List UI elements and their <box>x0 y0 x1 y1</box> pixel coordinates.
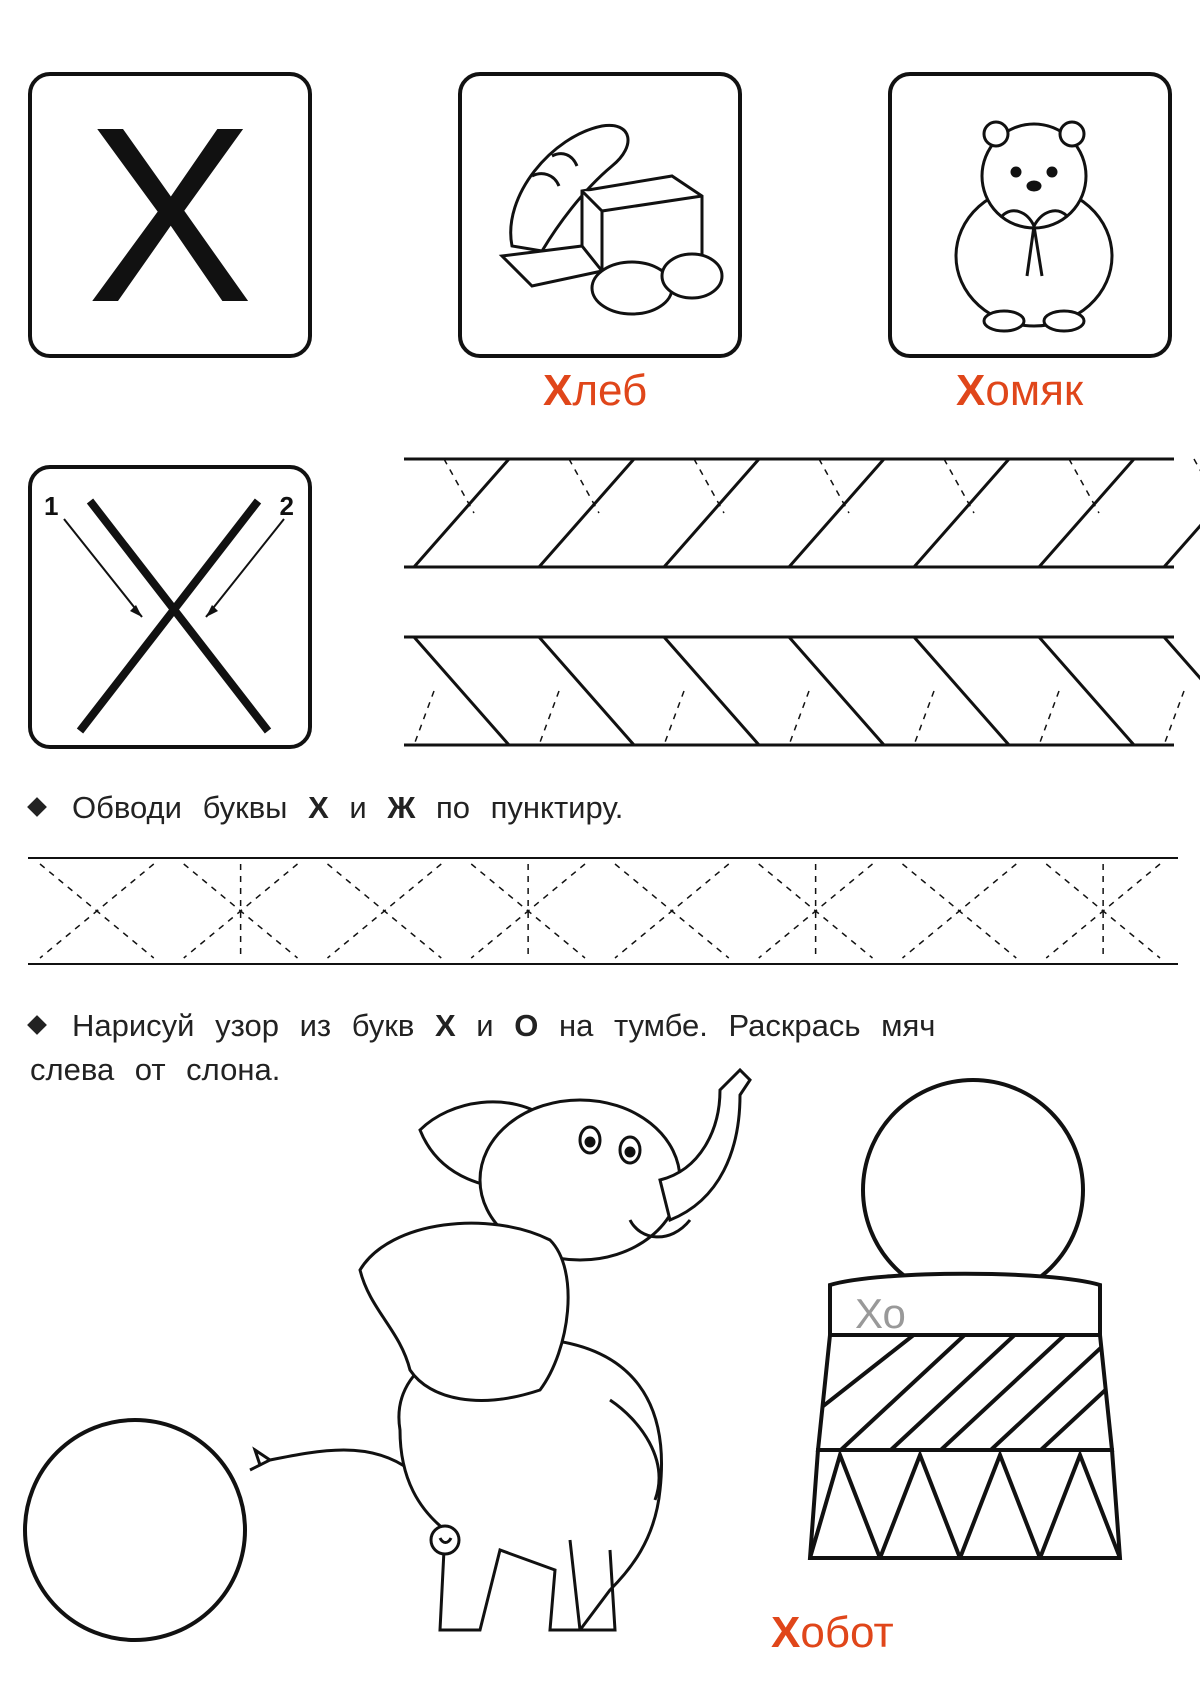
trace-solid-line <box>914 459 1009 567</box>
trace-dashed-line <box>1039 691 1059 745</box>
stroke-order-diagram <box>32 469 316 753</box>
word-hamster <box>956 366 1083 416</box>
instruction-2-line2: слева от слона. <box>30 1052 281 1087</box>
trace-solid-line <box>1039 459 1134 567</box>
trace-band-x <box>28 856 1178 966</box>
trace-dashed-line <box>1164 691 1184 745</box>
pedestal-sample-text: Хо <box>855 1290 906 1337</box>
word-bread-first: Х <box>543 366 573 415</box>
ball-left-icon[interactable] <box>20 1415 250 1645</box>
letter-card-letter: Х <box>86 75 254 354</box>
letter-card <box>28 72 312 358</box>
trace-solid-line <box>539 637 634 745</box>
trace-dashed-line <box>914 691 934 745</box>
trace-dashed-line <box>444 459 474 513</box>
instruction-2-post: на тумбе. Раскрась мяч <box>558 1008 936 1043</box>
stroke-step-1: 1 <box>44 491 59 521</box>
instruction-1 <box>30 790 623 826</box>
stroke-step-2: 2 <box>279 491 294 521</box>
word-hamster-first: Х <box>956 366 986 415</box>
instruction-2-letter-b: О <box>514 1008 539 1043</box>
trace-solid-line <box>789 459 884 567</box>
word-trunk <box>771 1608 894 1658</box>
trace-dashed-line <box>944 459 974 513</box>
trace-band-2 <box>404 635 1174 747</box>
instruction-1-and: и <box>349 790 367 825</box>
instruction-2-and: и <box>476 1008 494 1043</box>
word-bread-rest: леб <box>572 366 648 415</box>
word-trunk-rest: обот <box>800 1608 894 1657</box>
bread-icon <box>462 76 746 362</box>
word-hamster-rest: омяк <box>985 366 1084 415</box>
trace-solid-line <box>789 637 884 745</box>
hamster-icon <box>892 76 1176 362</box>
bullet-icon <box>27 1015 47 1035</box>
trace-solid-line <box>914 637 1009 745</box>
hamster-card <box>888 72 1172 358</box>
trace-dashed-line <box>1194 459 1200 513</box>
trace-solid-line <box>1039 637 1134 745</box>
trace-dashed-line <box>414 691 434 745</box>
trace-solid-line <box>1164 459 1200 567</box>
trace-dashed-line <box>819 459 849 513</box>
trace-dashed-line <box>539 691 559 745</box>
instruction-1-letter-a: Х <box>308 790 329 825</box>
trace-dashed-line <box>569 459 599 513</box>
trace-dashed-line <box>1069 459 1099 513</box>
instruction-2-pre: Нарисуй узор из букв <box>72 1008 415 1043</box>
trace-solid-line <box>664 459 759 567</box>
stroke-order-card <box>28 465 312 749</box>
trace-band-1 <box>404 457 1174 569</box>
instruction-1-letter-b: Ж <box>387 790 416 825</box>
trace-solid-line <box>664 637 759 745</box>
bullet-icon <box>27 797 47 817</box>
trace-dashed-line <box>789 691 809 745</box>
pedestal-icon[interactable] <box>800 1270 1130 1600</box>
word-bread <box>543 366 647 416</box>
trace-dashed-line <box>694 459 724 513</box>
bread-card <box>458 72 742 358</box>
elephant-icon <box>250 1070 850 1670</box>
instruction-2-letter-a: Х <box>434 1008 456 1043</box>
trace-solid-line <box>539 459 634 567</box>
instruction-1-post: по пунктиру. <box>436 790 624 825</box>
trace-solid-line <box>414 637 509 745</box>
trace-solid-line <box>414 459 509 567</box>
word-trunk-first: Х <box>771 1608 801 1657</box>
trace-dashed-line <box>664 691 684 745</box>
instruction-1-pre: Обводи буквы <box>72 790 288 825</box>
